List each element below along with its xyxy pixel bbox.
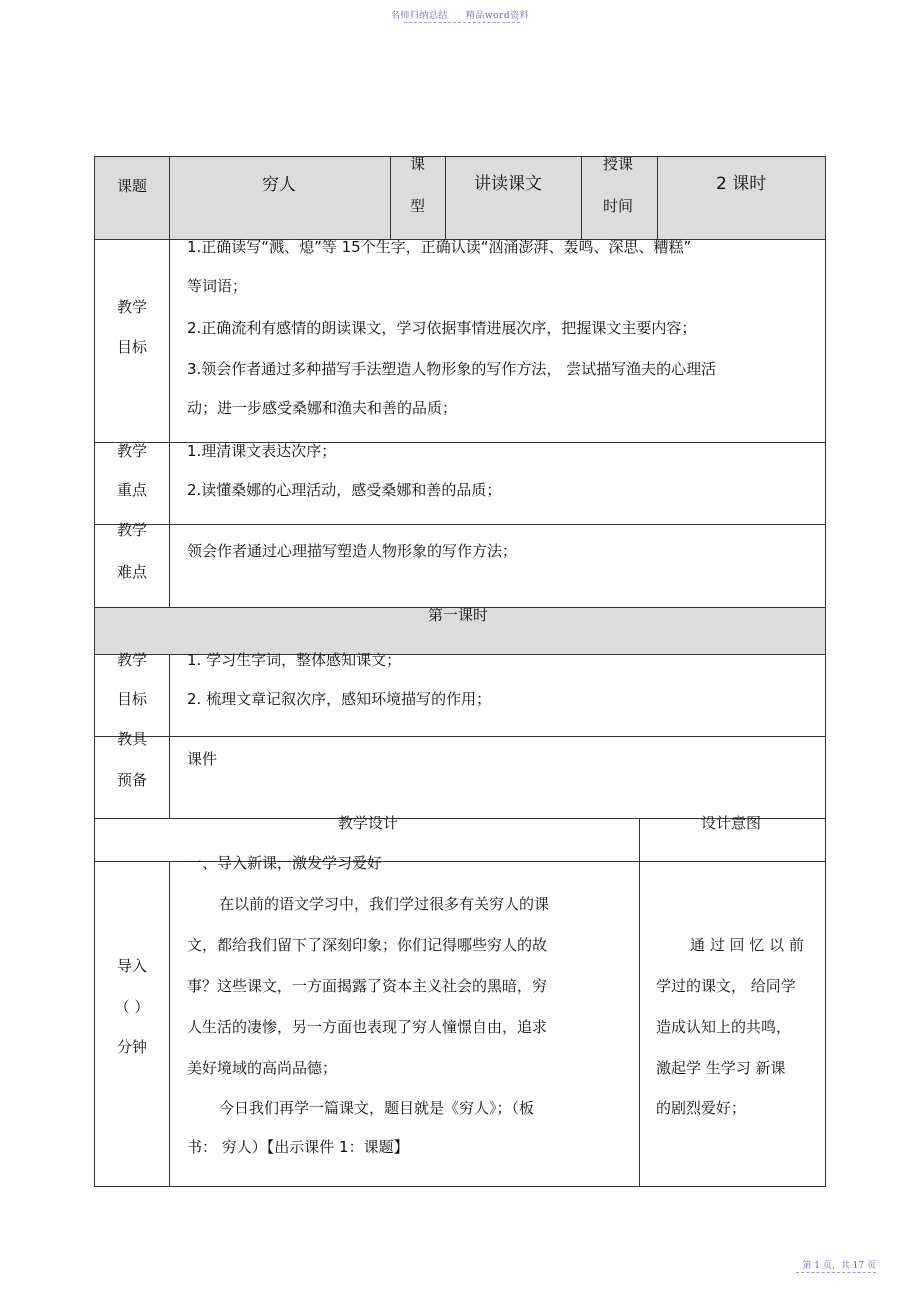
stage-label-1: 导入 [116, 957, 147, 975]
materials-text: 课件 [187, 750, 218, 768]
topic-value: 穷人 [262, 175, 296, 195]
materials-label-2: 预备 [116, 771, 147, 789]
table-rule [390, 156, 391, 239]
key-points-label-1: 教学 [116, 442, 147, 460]
goals-line: 等词语； [187, 277, 248, 295]
table-rule [94, 156, 826, 157]
stage-label-3: 分钟 [116, 1038, 147, 1056]
intent-line: 学过的课文， 给同学 [656, 977, 796, 995]
design-line: 一、导入新课，激发学习爱好 [187, 854, 383, 872]
header-left-text: 名师归纳总结 [390, 11, 448, 21]
table-rule [169, 861, 170, 1187]
page-number: 第 1 页，共 17 页 [802, 1261, 876, 1271]
intent-line: 激起学 生学习 新课 [656, 1059, 786, 1077]
table-rule [94, 524, 826, 525]
type-label-2: 型 [410, 197, 426, 215]
difficulties-label-2: 难点 [116, 563, 147, 581]
section-title: 第一课时 [428, 606, 489, 624]
page-header [0, 8, 920, 21]
time-label-1: 授课 [603, 155, 634, 173]
difficulties-text: 领会作者通过心理描写塑造人物形象的写作方法； [187, 542, 518, 560]
header-row-shade [94, 157, 825, 239]
difficulties-label-1: 教学 [116, 521, 147, 539]
design-header: 教学设计 [338, 814, 399, 832]
design-line: 在以前的语文学习中，我们学过很多有关穷人的课 [219, 895, 550, 913]
time-label-2: 时间 [603, 197, 634, 215]
topic-label: 课题 [116, 177, 147, 195]
design-line: 文，都给我们留下了深刻印象；你们记得哪些穷人的故 [187, 936, 548, 954]
type-label-1: 课 [410, 155, 426, 173]
stage-label-2: （ ） [114, 998, 150, 1016]
type-value: 讲读课文 [474, 174, 542, 194]
design-line: 事？这些课文，一方面揭露了资本主义社会的黑暗，穷 [187, 977, 548, 995]
table-rule [94, 736, 826, 737]
goals-line: 动；进一步感受桑娜和渔夫和善的品质； [187, 399, 458, 417]
design-line: 今日我们再学一篇课文，题目就是《穷人》；（板 [219, 1099, 535, 1117]
goals-line: 2.正确流利有感情的朗读课文，学习依据事情进展次序，把握课文主要内容； [187, 319, 697, 337]
key-points-line: 2.读懂桑娜的心理活动，感受桑娜和善的品质； [187, 481, 502, 499]
intent-line: 通 过 回 忆 以 前 [690, 936, 804, 954]
header-right-text: 精品word资料 [465, 11, 530, 21]
period-goals-line: 1. 学习生字词，整体感知课文； [187, 651, 402, 669]
goals-label-1: 教学 [116, 298, 147, 316]
design-line: 美好境域的高尚品德； [187, 1059, 338, 1077]
table-rule [169, 156, 170, 607]
header-divider [404, 22, 520, 23]
footer-divider [796, 1272, 876, 1273]
table-rule [825, 156, 826, 1187]
intent-header: 设计意图 [701, 814, 762, 832]
goals-line: 3.领会作者通过多种描写手法塑造人物形象的写作方法， 尝试描写渔夫的心理活 [187, 360, 717, 378]
period-goals-line: 2. 梳理文章记叙次序，感知环境描写的作用； [187, 690, 492, 708]
table-rule [445, 156, 446, 239]
time-value: 2 课时 [716, 174, 767, 194]
table-rule [657, 156, 658, 239]
period-goals-label-1: 教学 [116, 651, 147, 669]
table-rule [169, 654, 170, 818]
table-rule [581, 156, 582, 239]
goals-label-2: 目标 [116, 338, 147, 356]
key-points-label-2: 重点 [116, 481, 147, 499]
goals-line: 1.正确读写“溅、熄”等 15个生字，正确认读“汹涌澎湃、轰鸣、深思、糟糕” [187, 238, 692, 256]
materials-label-1: 教具 [116, 730, 147, 748]
period-goals-label-2: 目标 [116, 690, 147, 708]
intent-line: 造成认知上的共鸣， [656, 1018, 792, 1036]
table-rule [639, 818, 640, 1187]
key-points-line: 1.理清课文表达次序； [187, 442, 337, 460]
intent-line: 的剧烈爱好； [656, 1099, 747, 1117]
design-line: 书： 穷人）【出示课件 1：课题】 [187, 1138, 409, 1156]
table-rule [94, 1186, 826, 1187]
design-line: 人生活的凄惨，另一方面也表现了穷人憧憬自由，追求 [187, 1018, 548, 1036]
